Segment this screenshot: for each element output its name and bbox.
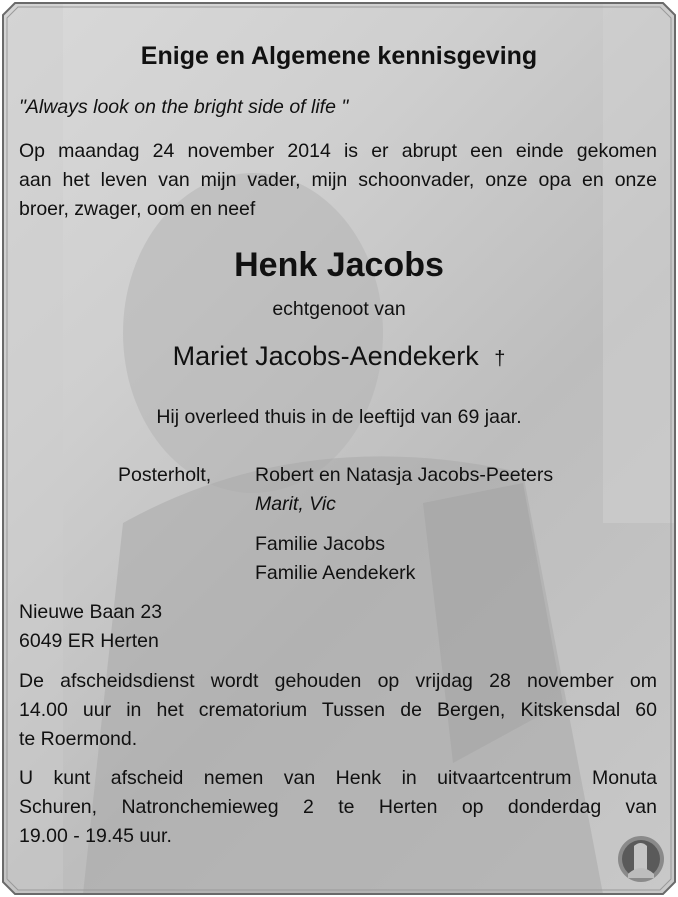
service-line: te Roermond.	[19, 728, 138, 750]
memorial-logo-icon	[616, 834, 666, 884]
service-line: 14.00 uur in het crematorium Tussen de Bergen, Kitskensdal 60	[19, 699, 657, 721]
partner-line	[0, 338, 678, 377]
visitation-line: Schuren, Natronchemieweg 2 te Herten op donderdag van	[19, 796, 657, 818]
cross-icon: †	[494, 348, 506, 370]
deceased-name: Henk Jacobs	[234, 246, 444, 284]
notice-heading: Enige en Algemene kennisgeving	[140, 42, 538, 70]
family-line: Marit, Vic	[255, 493, 336, 515]
family-line: Robert en Natasja Jacobs-Peeters	[255, 464, 554, 486]
relation-text: echtgenoot van	[272, 298, 406, 320]
age-statement: Hij overleed thuis in de leeftijd van 69 jaar.	[156, 406, 522, 428]
service-paragraph	[19, 667, 657, 754]
visitation-line: 19.00 - 19.45 uur.	[19, 825, 172, 847]
intro-line: broer, zwager, oom en neef	[19, 198, 256, 220]
quote: "Always look on the bright side of life "	[19, 96, 349, 118]
partner-name: Mariet Jacobs-Aendekerk	[172, 341, 479, 371]
intro-line: Op maandag 24 november 2014 is er abrupt een einde gekomen	[19, 140, 657, 162]
visitation-line: U kunt afscheid nemen van Henk in uitvaartcentrum Monuta	[19, 767, 657, 789]
family-place: Posterholt,	[118, 464, 212, 486]
address-postal-city: 6049 ER Herten	[19, 630, 159, 652]
address-street: Nieuwe Baan 23	[19, 601, 163, 623]
intro-paragraph	[19, 137, 657, 224]
service-line: De afscheidsdienst wordt gehouden op vrijdag 28 november om	[19, 670, 657, 692]
family-line: Familie Aendekerk	[255, 562, 416, 584]
visitation-paragraph	[19, 764, 657, 851]
family-line: Familie Jacobs	[255, 533, 386, 555]
intro-line: aan het leven van mijn vader, mijn schoonvader, onze opa en onze	[19, 169, 657, 191]
